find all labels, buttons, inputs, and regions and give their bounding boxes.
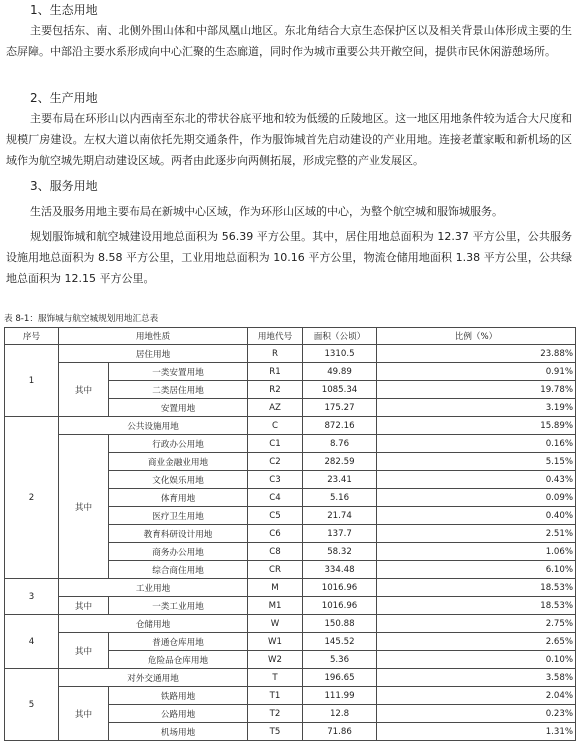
subtype-name: 文化娱乐用地 [109,471,248,489]
section-2-heading: 2、生产用地 [30,91,98,105]
subtype-pct: 0.40% [377,507,576,525]
subtype-code: T5 [248,723,303,741]
header-area: 面积（公顷） [303,328,377,345]
subtype-code: T1 [248,687,303,705]
subtype-area: 23.41 [303,471,377,489]
subtype-name: 危险品仓库用地 [109,651,248,669]
section-3-heading: 3、服务用地 [30,179,98,193]
subcategory-label: 其中 [59,597,109,615]
subtype-name: 综合商住用地 [109,561,248,579]
land-use-summary-table [4,327,576,741]
subcategory-label: 其中 [59,687,109,741]
header-code: 用地代号 [248,328,303,345]
land-type-pct: 18.53% [377,579,576,597]
subtype-area: 282.59 [303,453,377,471]
table-row [5,669,576,687]
subtype-code: C1 [248,435,303,453]
table-caption: 表 8-1：服饰城与航空城规划用地汇总表 [4,314,159,324]
subtype-name: 商业金融业用地 [109,453,248,471]
subtype-code: C5 [248,507,303,525]
summary-text: 规划服饰城和航空城建设用地总面积为 56.39 平方公里。其中，居住用地总面积为 12.37 平方公里，公共服务设施用地总面积为 8.58 平方公里，工业用地总面积为 10.16 平方公里，物流仓储用地面积 1.38 平方公里，公共绿地总面积为 12.15 平方公里。 [6,230,572,285]
table-row [5,345,576,363]
subtype-pct: 0.91% [377,363,576,381]
subtype-code: CR [248,561,303,579]
land-type-area: 150.88 [303,615,377,633]
subtype-name: 铁路用地 [109,687,248,705]
land-type-code: M [248,579,303,597]
subtype-area: 5.16 [303,489,377,507]
land-type-area: 1310.5 [303,345,377,363]
subtype-code: M1 [248,597,303,615]
subtype-code: C8 [248,543,303,561]
section-3-paragraph [6,201,572,222]
subcategory-label: 其中 [59,363,109,417]
table-row [5,363,576,381]
table-row [5,687,576,705]
subtype-area: 175.27 [303,399,377,417]
subtype-area: 137.7 [303,525,377,543]
subtype-name: 行政办公用地 [109,435,248,453]
subtype-code: C6 [248,525,303,543]
subtype-code: C4 [248,489,303,507]
subtype-pct: 2.65% [377,633,576,651]
subtype-area: 8.76 [303,435,377,453]
subtype-name: 安置用地 [109,399,248,417]
subcategory-label: 其中 [59,435,109,579]
subtype-pct: 0.16% [377,435,576,453]
subtype-pct: 6.10% [377,561,576,579]
land-type-name: 工业用地 [59,579,248,597]
subtype-pct: 0.09% [377,489,576,507]
group-number: 1 [5,345,59,417]
land-type-pct: 2.75% [377,615,576,633]
land-type-name: 对外交通用地 [59,669,248,687]
subtype-pct: 5.15% [377,453,576,471]
header-num: 序号 [5,328,59,345]
land-type-code: T [248,669,303,687]
subtype-pct: 19.78% [377,381,576,399]
section-2-paragraph [6,108,572,171]
subtype-pct: 2.51% [377,525,576,543]
subtype-code: T2 [248,705,303,723]
land-type-area: 196.65 [303,669,377,687]
table-row [5,435,576,453]
subtype-area: 1085.34 [303,381,377,399]
group-number: 5 [5,669,59,741]
subtype-name: 一类安置用地 [109,363,248,381]
subtype-pct: 18.53% [377,597,576,615]
land-type-pct: 15.89% [377,417,576,435]
table-row [5,615,576,633]
subtype-pct: 0.43% [377,471,576,489]
table-row [5,633,576,651]
subtype-code: AZ [248,399,303,417]
subtype-code: R2 [248,381,303,399]
subtype-pct: 0.10% [377,651,576,669]
land-type-pct: 23.88% [377,345,576,363]
subtype-area: 58.32 [303,543,377,561]
subtype-name: 体育用地 [109,489,248,507]
subtype-name: 商务办公用地 [109,543,248,561]
table-row [5,597,576,615]
table-row [5,579,576,597]
section-1-paragraph [6,20,572,62]
subtype-area: 71.86 [303,723,377,741]
land-type-area: 872.16 [303,417,377,435]
subtype-name: 教育科研设计用地 [109,525,248,543]
subtype-name: 机场用地 [109,723,248,741]
land-type-code: W [248,615,303,633]
subtype-pct: 0.23% [377,705,576,723]
subtype-name: 医疗卫生用地 [109,507,248,525]
land-type-name: 公共设施用地 [59,417,248,435]
subcategory-label: 其中 [59,633,109,669]
group-number: 2 [5,417,59,579]
summary-paragraph [6,226,572,289]
subtype-name: 二类居住用地 [109,381,248,399]
subtype-area: 5.36 [303,651,377,669]
land-type-name: 仓储用地 [59,615,248,633]
section-3-text: 生活及服务用地主要布局在新城中心区域，作为环形山区域的中心，为整个航空城和服饰城服务。 [30,205,503,218]
table-header-row [5,328,576,345]
subtype-name: 一类工业用地 [109,597,248,615]
subtype-area: 111.99 [303,687,377,705]
subtype-area: 1016.96 [303,597,377,615]
table-row [5,417,576,435]
group-number: 3 [5,579,59,615]
subtype-pct: 2.04% [377,687,576,705]
land-type-name: 居住用地 [59,345,248,363]
land-type-pct: 3.58% [377,669,576,687]
section-2-text: 主要布局在环形山以内西南至东北的带状谷底平地和较为低缓的丘陵地区。这一地区用地条件较为适合大尺度和规模厂房建设。左权大道以南依托先期交通条件，作为服饰城首先启动建设的产业用地。连接老董家畈和新机场的区域作为航空城先期启动建设区域。两者由此逐步向两侧拓展，形成完整的产业发展区。 [6,112,572,167]
land-type-area: 1016.96 [303,579,377,597]
land-type-code: R [248,345,303,363]
subtype-area: 49.89 [303,363,377,381]
section-1-heading: 1、生态用地 [30,3,98,17]
land-type-code: C [248,417,303,435]
subtype-pct: 1.31% [377,723,576,741]
subtype-code: R1 [248,363,303,381]
subtype-pct: 3.19% [377,399,576,417]
subtype-code: C3 [248,471,303,489]
subtype-code: C2 [248,453,303,471]
subtype-code: W1 [248,633,303,651]
header-pct: 比例（%） [377,328,576,345]
header-type: 用地性质 [59,328,248,345]
subtype-area: 12.8 [303,705,377,723]
subtype-name: 普通仓库用地 [109,633,248,651]
subtype-area: 334.48 [303,561,377,579]
subtype-name: 公路用地 [109,705,248,723]
group-number: 4 [5,615,59,669]
subtype-area: 145.52 [303,633,377,651]
subtype-pct: 1.06% [377,543,576,561]
subtype-code: W2 [248,651,303,669]
subtype-area: 21.74 [303,507,377,525]
section-1-text: 主要包括东、南、北侧外围山体和中部凤凰山地区。东北角结合大京生态保护区以及相关背景山体形成主要的生态屏障。中部沿主要水系形成向中心汇聚的生态廊道，同时作为城市重要公共开敞空间，提供市民休闲游憩场所。 [6,24,572,58]
